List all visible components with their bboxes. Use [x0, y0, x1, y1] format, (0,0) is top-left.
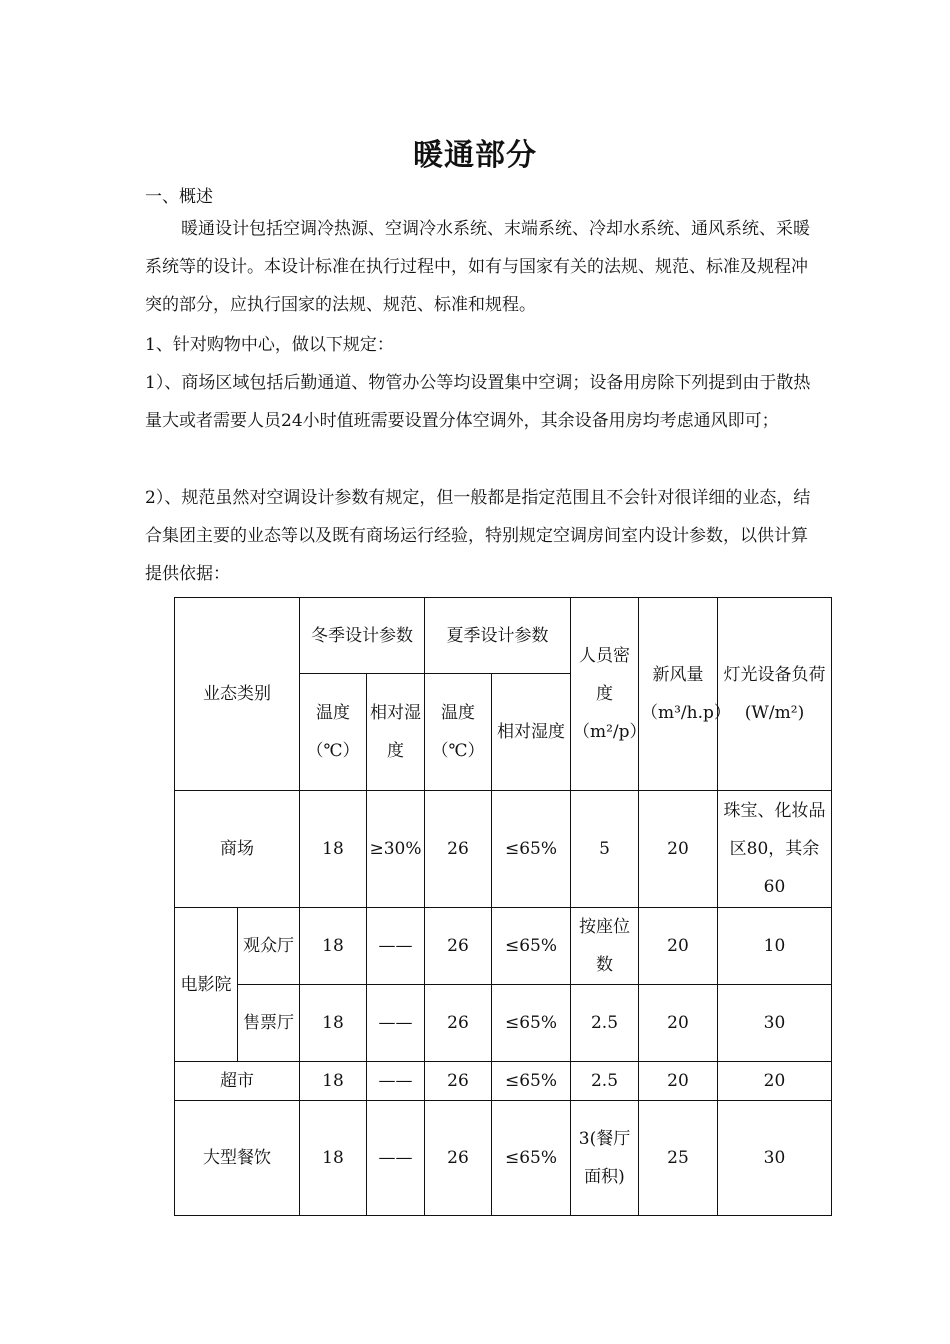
cell-summer-temp: 26: [425, 791, 492, 908]
item1-heading: 1、针对购物中心，做以下规定：: [145, 335, 394, 355]
cell-winter-rh: ——: [367, 1062, 425, 1101]
cell-winter-rh: ≥30%: [367, 791, 425, 908]
cell-summer-temp: 26: [425, 985, 492, 1062]
cell-winter-rh: ——: [367, 1101, 425, 1216]
cell-winter-temp: 18: [300, 1101, 367, 1216]
item1-2-paragraph: 2）、规范虽然对空调设计参数有规定，但一般都是指定范围且不会针对很详细的业态，结合集团主要的业态等以及既有商场运行经验，特别规定空调房间室内设计参数，以供计算提供依据：: [145, 488, 811, 584]
row-label-restaurant: 大型餐饮: [175, 1101, 300, 1216]
cell-fresh-air: 20: [639, 791, 718, 908]
row-label-mall: 商场: [175, 791, 300, 908]
cell-lighting: 20: [718, 1062, 832, 1101]
table-row: [175, 1101, 832, 1216]
cell-winter-rh: ——: [367, 985, 425, 1062]
header-fresh-air: 新风量（m³/h.p）: [639, 598, 718, 791]
header-summer-temp: 温度（℃）: [425, 674, 492, 791]
header-winter-temp: 温度（℃）: [300, 674, 367, 791]
cell-lighting: 30: [718, 985, 832, 1062]
row-label-supermarket: 超市: [175, 1062, 300, 1101]
header-density: 人员密度（m²/p）: [571, 598, 639, 791]
cell-density: 5: [571, 791, 639, 908]
table-row: [175, 791, 832, 908]
cell-winter-temp: 18: [300, 908, 367, 985]
cell-summer-rh: ≤65%: [492, 1101, 571, 1216]
cell-fresh-air: 25: [639, 1101, 718, 1216]
cell-summer-rh: ≤65%: [492, 791, 571, 908]
cell-summer-rh: ≤65%: [492, 908, 571, 985]
header-winter-rh: 相对湿度: [367, 674, 425, 791]
row-label-cinema: 电影院: [175, 908, 238, 1062]
cell-fresh-air: 20: [639, 908, 718, 985]
cell-winter-temp: 18: [300, 791, 367, 908]
item1-1-paragraph: 1）、商场区域包括后勤通道、物管办公等均设置集中空调；设备用房除下列提到由于散热量大或者需要人员24小时值班需要设置分体空调外，其余设备用房均考虑通风即可；: [145, 373, 811, 431]
cell-density: 3(餐厅面积): [571, 1101, 639, 1216]
header-summer-rh: 相对湿度: [492, 674, 571, 791]
cell-density: 按座位数: [571, 908, 639, 985]
cell-lighting: 10: [718, 908, 832, 985]
cell-lighting: 30: [718, 1101, 832, 1216]
cell-winter-temp: 18: [300, 1062, 367, 1101]
cell-winter-rh: ——: [367, 908, 425, 985]
cell-summer-temp: 26: [425, 1062, 492, 1101]
section-heading-overview: 一、概述: [145, 187, 213, 207]
row-label-ticket-hall: 售票厅: [238, 985, 300, 1062]
header-lighting: 灯光设备负荷(W/m²): [718, 598, 832, 791]
cell-fresh-air: 20: [639, 985, 718, 1062]
header-category: 业态类别: [175, 598, 300, 791]
cell-winter-temp: 18: [300, 985, 367, 1062]
table-row: [175, 985, 832, 1062]
design-parameter-table: [174, 597, 832, 1216]
cell-summer-temp: 26: [425, 908, 492, 985]
cell-density: 2.5: [571, 1062, 639, 1101]
header-winter: 冬季设计参数: [300, 598, 425, 674]
intro-paragraph: 暖通设计包括空调冷热源、空调冷水系统、末端系统、冷却水系统、通风系统、采暖系统等的设计。本设计标准在执行过程中，如有与国家有关的法规、规范、标准及规程冲突的部分，应执行国家的法规、规范、标准和规程。: [145, 219, 810, 315]
table-row: [175, 1062, 832, 1101]
cell-density: 2.5: [571, 985, 639, 1062]
row-label-auditorium: 观众厅: [238, 908, 300, 985]
cell-summer-rh: ≤65%: [492, 985, 571, 1062]
cell-fresh-air: 20: [639, 1062, 718, 1101]
cell-summer-rh: ≤65%: [492, 1062, 571, 1101]
table-row: [175, 908, 832, 985]
header-summer: 夏季设计参数: [425, 598, 571, 674]
cell-summer-temp: 26: [425, 1101, 492, 1216]
cell-lighting: 珠宝、化妆品区80，其余60: [718, 791, 832, 908]
page-title: 暖通部分: [413, 138, 537, 173]
